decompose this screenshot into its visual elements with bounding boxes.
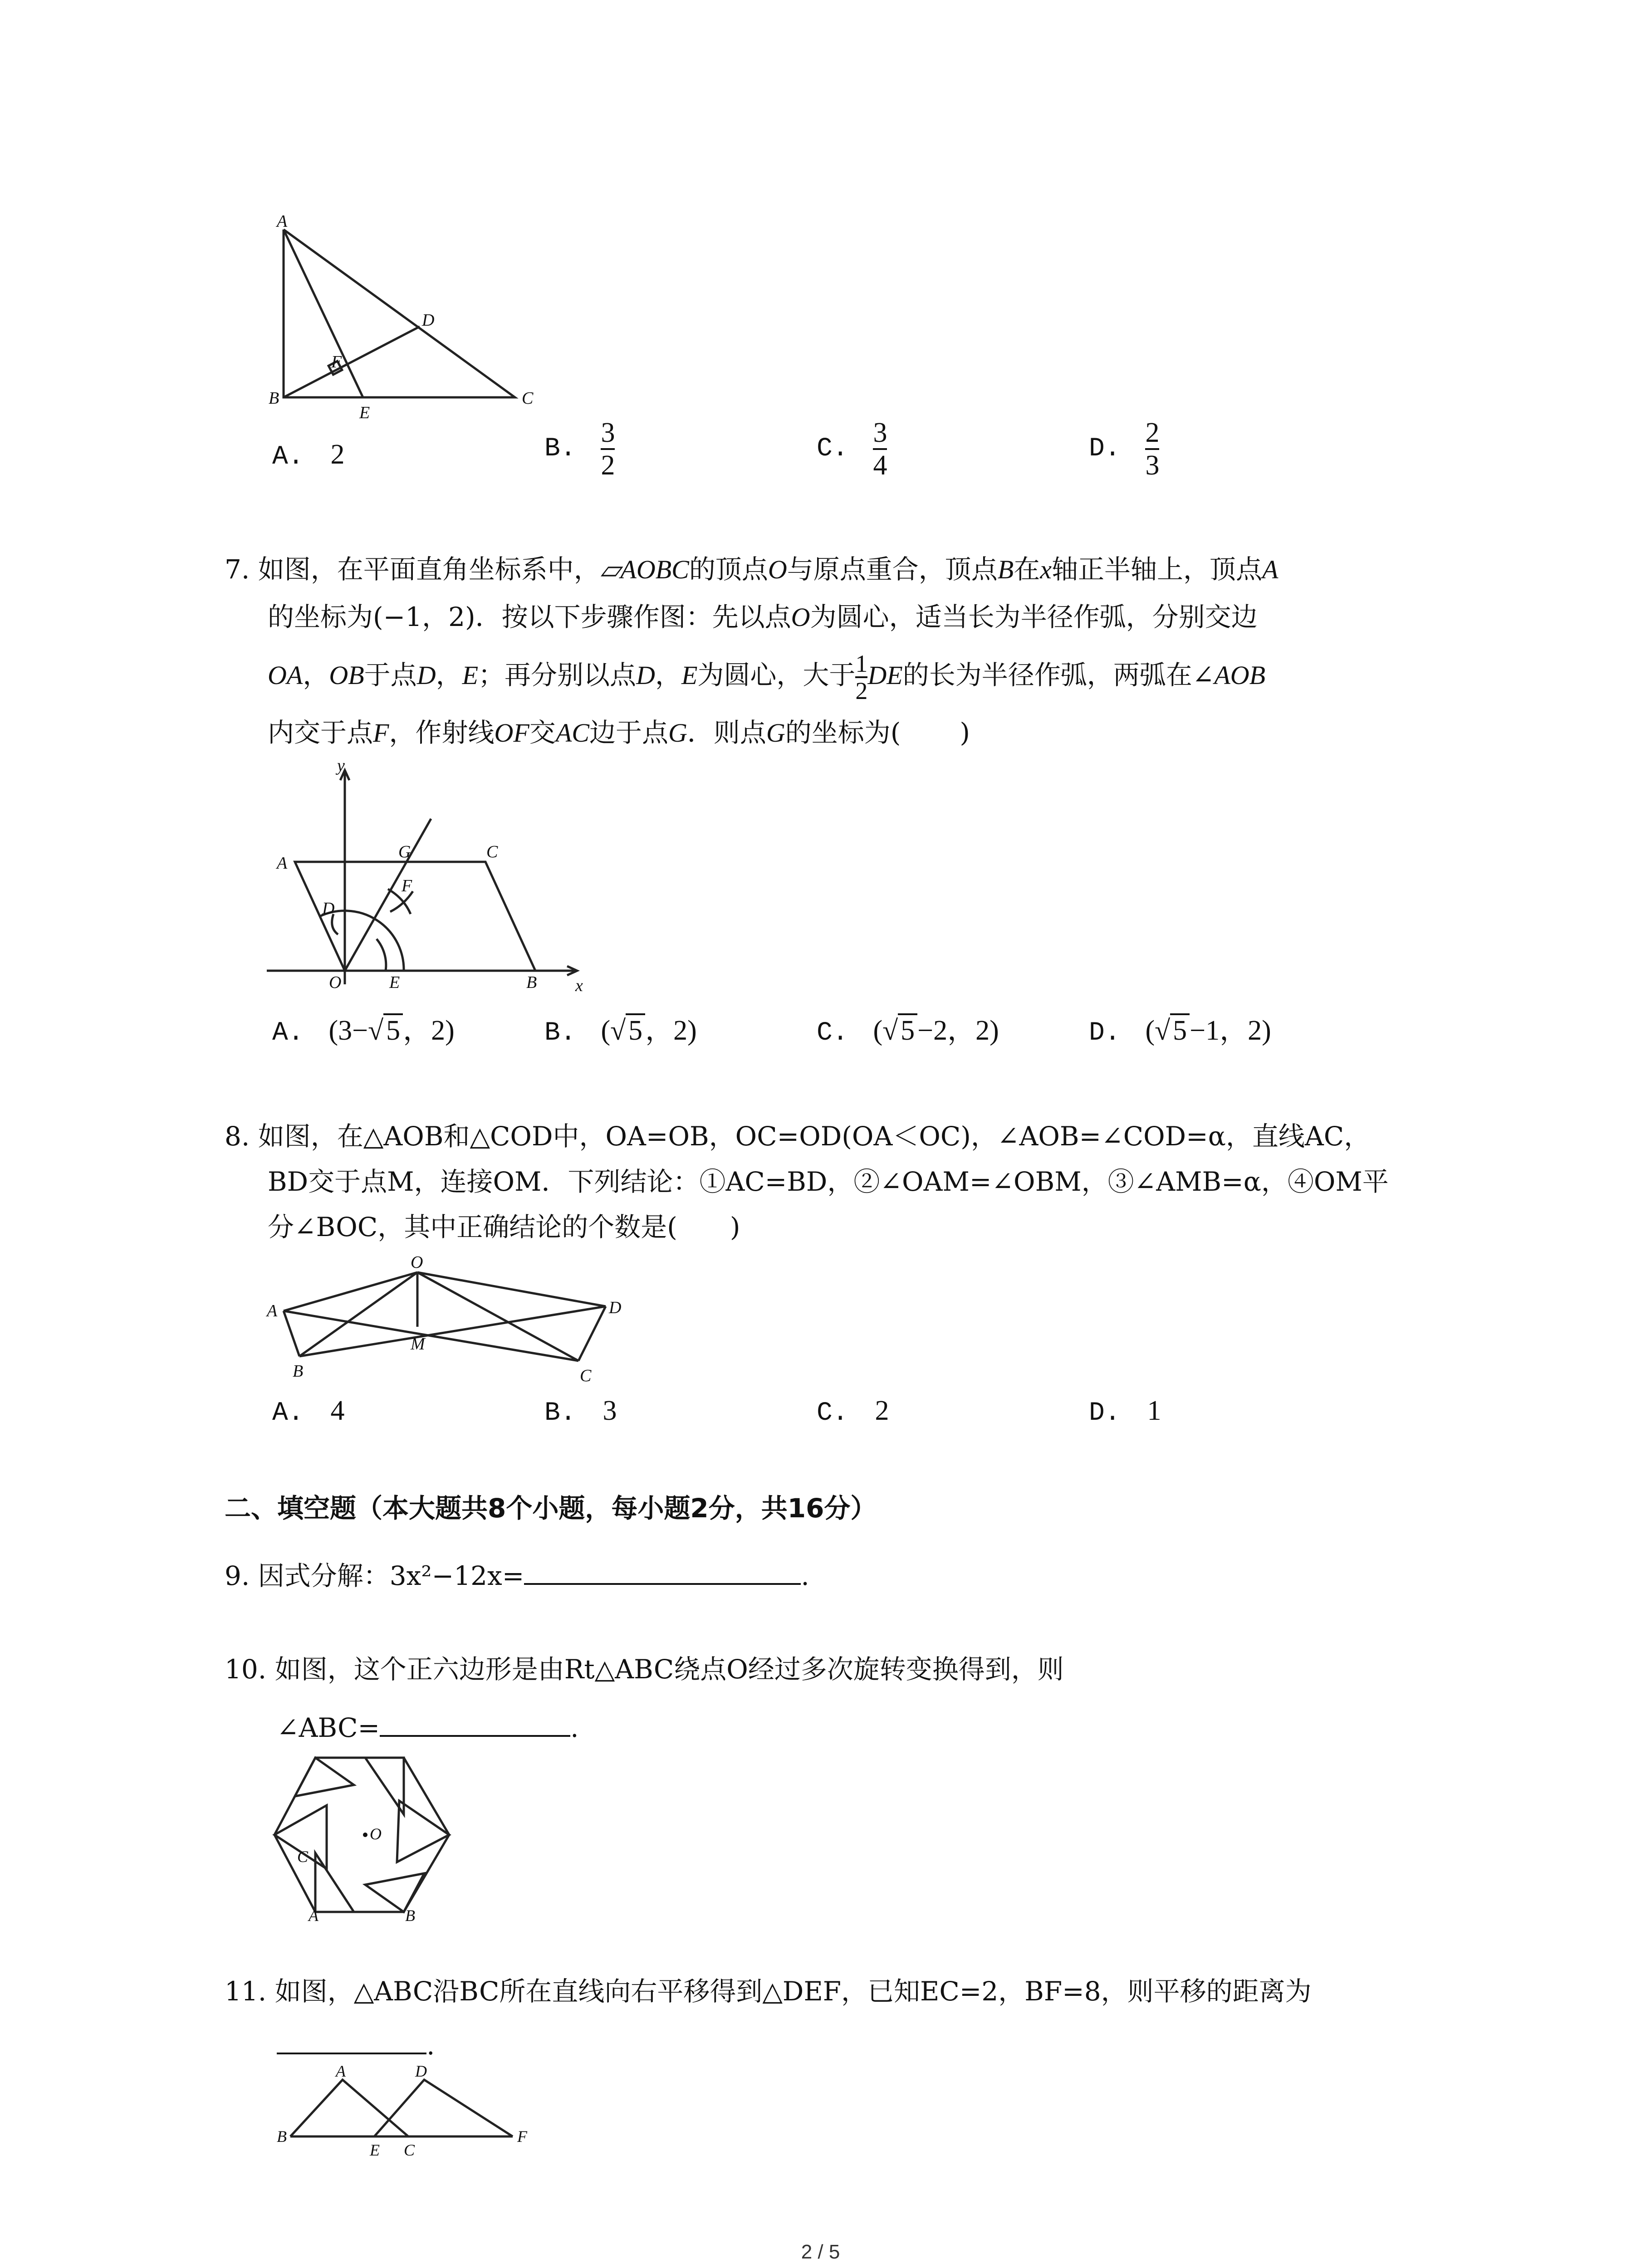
option-value: 1 <box>1147 1395 1161 1426</box>
text: 的坐标为( <box>785 717 901 748</box>
text: ( <box>873 1015 883 1046</box>
option-value: 4 <box>330 1395 345 1426</box>
period: . <box>570 1712 579 1743</box>
question-text: ∠ABC= <box>277 1712 380 1743</box>
q6-label-d: D <box>422 311 435 330</box>
q7-line-2 <box>268 599 1258 635</box>
q11-line-1 <box>225 1973 1312 2009</box>
option-value: (√5，2) <box>601 1015 696 1046</box>
q8-line-3 <box>268 1209 740 1245</box>
q8-option-c <box>817 1393 889 1432</box>
q8-label-m: M <box>411 1334 425 1354</box>
question-text: 如图，在△AOB和△COD中，OA=OB，OC=OD(OA＜OC)，∠AOB=∠COD=α，直线AC， <box>258 1121 1371 1152</box>
q10-hexagon-figure <box>268 1742 463 1923</box>
option-letter: C. <box>817 1018 848 1048</box>
period: . <box>801 1560 809 1591</box>
q7-option-b <box>544 1012 697 1051</box>
question-text: 如图，△ABC沿BC所在直线向右平移得到△DEF，已知EC=2，BF=8，则平移的距离为 <box>274 1976 1312 2007</box>
q6-option-d <box>1089 417 1159 481</box>
denominator: 2 <box>601 450 615 481</box>
q8-label-b: B <box>293 1362 304 1381</box>
text: 的顶点 <box>689 554 768 585</box>
option-value: (√5−1，2) <box>1145 1015 1271 1046</box>
radicand: 5 <box>898 1013 917 1046</box>
q10-line-1 <box>225 1651 1064 1687</box>
q10-label-b: B <box>405 1906 415 1923</box>
text: ， <box>303 660 329 691</box>
q7-coordinate-figure <box>254 758 599 1002</box>
math: ▱AOBC <box>600 555 689 584</box>
q6-label-a: A <box>277 213 288 231</box>
option-letter: C. <box>817 1398 848 1428</box>
text: 于点 <box>364 660 417 691</box>
q7-option-a <box>272 1012 455 1051</box>
q10-line-2 <box>277 1703 579 1746</box>
question-text: 因式分解：3x²−12x= <box>258 1560 524 1591</box>
q8-option-d <box>1089 1393 1161 1432</box>
q6-triangle-figure <box>254 213 581 422</box>
math: D <box>636 660 655 690</box>
q10-label-a: A <box>309 1906 318 1923</box>
q11-label-d: D <box>415 2062 427 2080</box>
question-text: BD交于点M，连接OM．下列结论：①AC=BD，②∠OAM=∠OBM，③∠AMB=α，④OM平 <box>268 1166 1389 1197</box>
math: OB <box>329 660 364 690</box>
math: DE <box>867 660 903 690</box>
text: ( <box>601 1015 611 1046</box>
q7-label-c: C <box>486 842 498 861</box>
math: B <box>997 555 1014 584</box>
question-number: 11. <box>225 1976 267 2007</box>
answer-blank[interactable] <box>277 2021 426 2054</box>
option-letter: B. <box>544 1398 576 1428</box>
numerator: 1 <box>855 650 868 677</box>
q7-option-c <box>817 1012 999 1051</box>
q6-label-e: E <box>359 403 370 422</box>
option-value: (3−√5，2) <box>328 1015 454 1046</box>
q7-label-f: F <box>402 876 412 895</box>
q7-label-d: D <box>322 899 335 918</box>
denominator: 4 <box>873 450 887 481</box>
radicand: 5 <box>626 1013 645 1046</box>
q7-line-3 <box>268 651 1265 704</box>
q7-line-4 <box>268 714 970 751</box>
math: OF <box>494 718 529 748</box>
q7-label-x: x <box>575 976 583 995</box>
text: ， <box>655 660 681 691</box>
text: ) <box>960 717 970 748</box>
q9-line <box>225 1551 809 1594</box>
q8-option-b <box>544 1393 617 1432</box>
q6-label-f: F <box>331 352 342 371</box>
q10-label-o: O <box>370 1825 382 1843</box>
q11-label-b: B <box>277 2127 287 2146</box>
math: x <box>1040 555 1052 584</box>
option-letter: D. <box>1089 434 1121 464</box>
answer-blank[interactable] <box>524 1551 801 1585</box>
math: O <box>768 555 787 584</box>
numerator: 3 <box>873 417 887 448</box>
q6-label-b: B <box>269 389 279 408</box>
math: E <box>462 660 479 690</box>
radicand: 5 <box>383 1013 403 1046</box>
text: 轴正半轴上，顶点 <box>1051 554 1262 585</box>
answer-blank[interactable] <box>380 1703 570 1737</box>
option-value: (√5−2，2) <box>873 1015 999 1046</box>
page-number: 2 / 5 <box>801 2241 840 2263</box>
q7-label-g: G <box>398 842 411 861</box>
q6-option-b <box>544 417 615 481</box>
question-text: 如图，这个正六边形是由Rt△ABC绕点O经过多次旋转变换得到，则 <box>274 1654 1064 1685</box>
q8-line-1 <box>225 1118 1370 1154</box>
q8-kite-figure <box>254 1247 635 1393</box>
q8-option-a <box>272 1393 344 1432</box>
option-letter: D. <box>1089 1398 1121 1428</box>
text: 的长为半径作弧，两弧在∠ <box>902 660 1215 691</box>
question-number: 8. <box>225 1121 250 1152</box>
question-number: 7. <box>225 554 250 585</box>
q7-label-b: B <box>526 973 537 992</box>
q7-label-e: E <box>389 973 400 992</box>
denominator: 3 <box>1145 450 1160 481</box>
option-value: 3 <box>603 1395 617 1426</box>
text: 为圆心，大于 <box>697 660 856 691</box>
q6-option-a <box>272 436 344 475</box>
q7-label-o: O <box>329 973 342 992</box>
text: −2，2) <box>917 1015 999 1046</box>
question-text: 分∠BOC，其中正确结论的个数是( ) <box>268 1212 740 1242</box>
option-letter: B. <box>544 1018 576 1048</box>
math: G <box>766 718 785 748</box>
option-letter: C. <box>817 434 848 464</box>
math: AC <box>555 718 589 748</box>
option-fraction <box>601 417 615 481</box>
option-fraction <box>1145 417 1159 481</box>
math: OA <box>268 660 303 690</box>
q11-label-e: E <box>370 2141 380 2159</box>
period: . <box>426 2030 435 2061</box>
text: ，作射线 <box>389 717 495 748</box>
q10-label-c: C <box>297 1848 309 1866</box>
question-number: 10. <box>225 1654 267 1685</box>
q6-label-c: C <box>522 389 534 408</box>
q8-label-c: C <box>580 1366 592 1385</box>
text: ，2) <box>645 1015 697 1046</box>
numerator: 2 <box>1145 417 1160 448</box>
text: 如图，在平面直角坐标系中， <box>258 554 600 585</box>
q8-line-2 <box>268 1163 1389 1200</box>
text: 交 <box>529 717 556 748</box>
text: ；再分别以点 <box>478 660 637 691</box>
text: 为圆心，适当长为半径作弧，分别交边 <box>810 601 1258 632</box>
q11-label-a: A <box>336 2062 346 2080</box>
math: F <box>373 718 389 748</box>
option-letter: D. <box>1089 1018 1121 1048</box>
q8-label-d: D <box>609 1298 622 1317</box>
option-letter: B. <box>544 434 576 464</box>
math: D <box>416 660 436 690</box>
q11-label-c: C <box>404 2141 415 2159</box>
text: 边于点 <box>589 717 668 748</box>
math: A <box>1262 555 1279 584</box>
q7-option-d <box>1089 1012 1271 1051</box>
math: AOB <box>1214 660 1266 690</box>
q7-label-a: A <box>277 854 288 873</box>
text: −1，2) <box>1190 1015 1271 1046</box>
math: E <box>681 660 698 690</box>
option-letter: A. <box>272 442 304 472</box>
question-number: 9. <box>225 1560 250 1591</box>
math: G <box>668 718 687 748</box>
q11-line-2 <box>277 2021 435 2063</box>
radicand: 5 <box>1170 1013 1190 1046</box>
q6-option-c <box>817 417 887 481</box>
text: ．则点 <box>687 717 766 748</box>
denominator: 2 <box>855 677 868 704</box>
q7-line-1 <box>225 551 1278 588</box>
option-letter: A. <box>272 1398 304 1428</box>
text: ， <box>436 660 462 691</box>
text: 与原点重合，顶点 <box>787 554 998 585</box>
math: O <box>791 602 810 632</box>
text: 在 <box>1014 554 1040 585</box>
option-letter: A. <box>272 1018 304 1048</box>
text: (3− <box>328 1015 368 1046</box>
numerator: 3 <box>601 417 615 448</box>
text: 内交于点 <box>268 717 373 748</box>
text: 的坐标为(−1，2)．按以下步骤作图：先以点 <box>268 601 791 632</box>
q8-label-o: O <box>411 1253 423 1272</box>
option-value: 2 <box>330 439 345 470</box>
option-value: 2 <box>875 1395 889 1426</box>
text: ( <box>1145 1015 1155 1046</box>
q11-translation-figure <box>272 2059 544 2164</box>
section-heading: 二、填空题（本大题共8个小题，每小题2分，共16分） <box>225 1493 877 1524</box>
option-fraction <box>873 417 887 481</box>
q7-label-y: y <box>337 758 345 775</box>
q8-label-a: A <box>267 1301 278 1320</box>
half-fraction <box>855 651 867 704</box>
text: ，2) <box>403 1015 455 1046</box>
q11-label-f: F <box>517 2127 527 2146</box>
